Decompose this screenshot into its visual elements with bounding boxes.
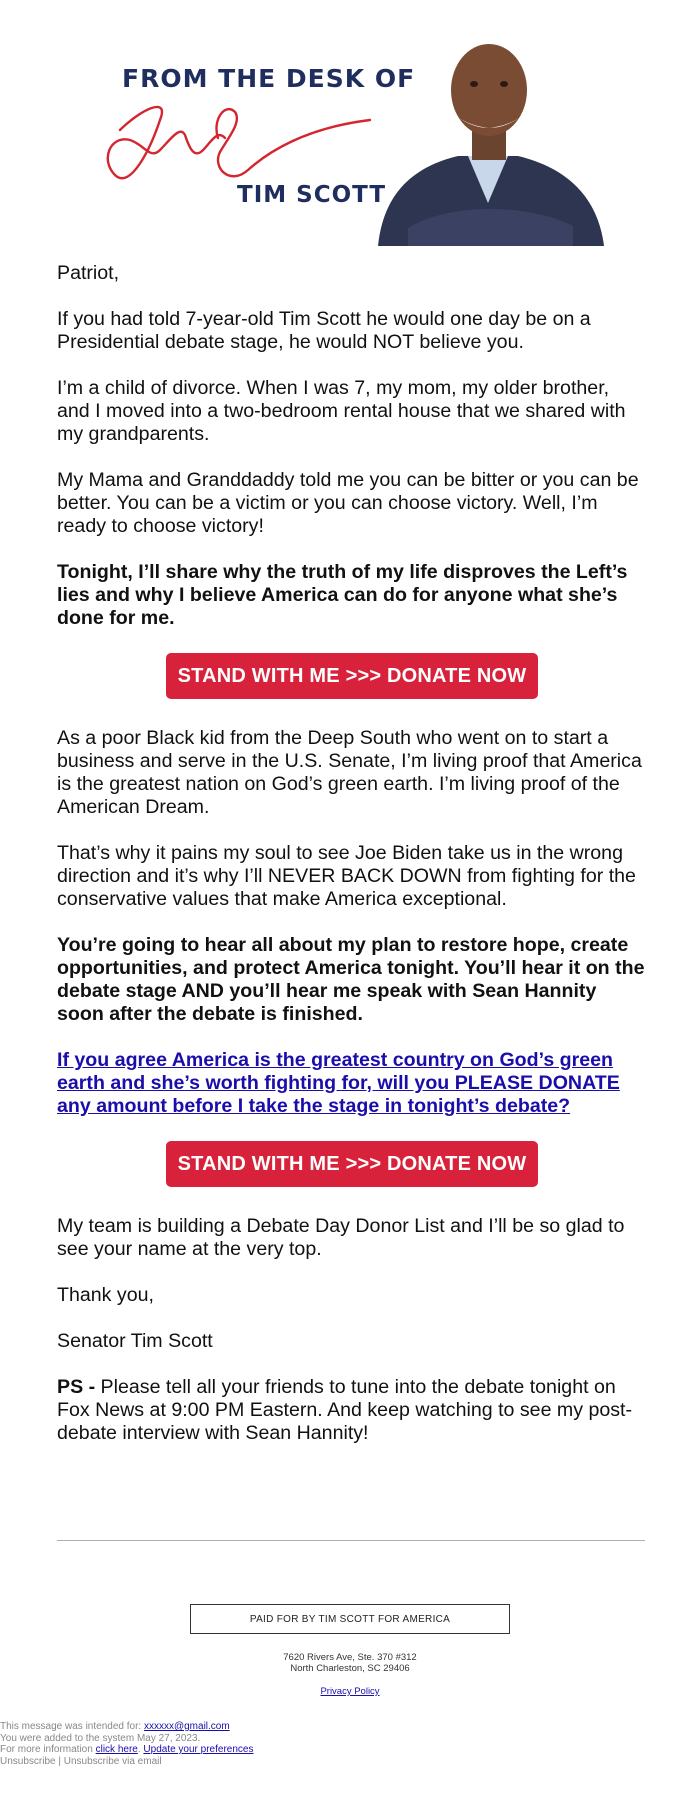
email-header (0, 0, 700, 250)
tim-scott-name: TIM SCOTT (237, 182, 387, 208)
intended-prefix: This message was intended for: (0, 1721, 144, 1732)
donate-text-link[interactable]: If you agree America is the greatest country on God’s green earth and she’s worth fighting for, will you PLEASE DONATE any amount before I take the stage in tonight’s debate? (57, 1049, 620, 1117)
privacy-row (0, 1686, 700, 1697)
privacy-policy-link[interactable]: Privacy Policy (320, 1686, 380, 1697)
intended-for-line (0, 1721, 253, 1733)
greeting: Patriot, (57, 262, 120, 284)
donate-now-button[interactable]: STAND WITH ME >>> DONATE NOW (166, 653, 539, 699)
update-preferences-link[interactable]: Update your preferences (143, 1744, 254, 1755)
paragraph-debate-stage: If you had told 7-year-old Tim Scott he would one day be on a Presidential debate stage, he would NOT believe you. (57, 308, 591, 353)
mailing-address (0, 1652, 700, 1674)
ps-paragraph (57, 1376, 647, 1445)
paragraph-never-back-down: That’s why it pains my soul to see Joe Biden take us in the wrong direction and it’s why I’ll NEVER BACK DOWN from fighting for the conservative values that make America exceptional. (57, 842, 636, 910)
donate-link-paragraph (57, 1049, 647, 1118)
paragraph-donor-list: My team is building a Debate Day Donor List and I’ll be so glad to see your name at the very top. (57, 1215, 625, 1260)
email-body (57, 262, 647, 1468)
signoff-line: Senator Tim Scott (57, 1330, 213, 1352)
paid-for-box: PAID FOR BY TIM SCOTT FOR AMERICA (190, 1604, 510, 1634)
unsubscribe-separator: | (55, 1755, 64, 1767)
paragraph-american-dream: As a poor Black kid from the Deep South who went on to start a business and serve in the U.S. Senate, I’m living proof that America is the greatest nation on God’s green earth. I’m living proof of the American Dream. (57, 727, 642, 818)
cta-container-2 (57, 1141, 647, 1187)
ps-text: Please tell all your friends to tune into the debate tonight on Fox News at 9:00 PM Eastern. And keep watching to see my post-debate interview with Sean Hannity! (57, 1376, 633, 1444)
unsubscribe-line (0, 1756, 253, 1768)
paragraph-choose-victory: My Mama and Granddaddy told me you can be bitter or you can be better. You can be a victim or you can choose victory. Well, I’m ready to choose victory! (57, 469, 639, 537)
portrait-image (368, 28, 608, 246)
footer-meta (0, 1721, 253, 1767)
unsubscribe-link[interactable]: Unsubscribe (0, 1755, 56, 1767)
ps-label: PS - (57, 1376, 96, 1398)
address-line-1: 7620 Rivers Ave, Ste. 370 #312 (283, 1652, 417, 1663)
more-info-prefix: For more information (0, 1744, 96, 1755)
bold-plan-tonight: You’re going to hear all about my plan to restore hope, create opportunities, and protect America tonight. You’ll hear it on the debate stage AND you’ll hear me speak with Sean Hannity soon after the debate is finished. (57, 934, 645, 1025)
paragraph-childhood: I’m a child of divorce. When I was 7, my mom, my older brother, and I moved into a two-bedroom rental house that we shared with my grandparents. (57, 377, 626, 445)
desk-of-heading: FROM THE DESK OF (122, 64, 416, 93)
footer-divider (57, 1540, 645, 1541)
bold-tonight-share: Tonight, I’ll share why the truth of my life disproves the Left’s lies and why I believe America can do for anyone what she’s done for me. (57, 561, 628, 629)
recipient-email-link[interactable]: xxxxxx@gmail.com (143, 1721, 230, 1732)
unsubscribe-email-link[interactable]: Unsubscribe via email (63, 1755, 162, 1767)
more-info-line: For more information click here. Update your preferences (0, 1744, 254, 1755)
added-line: You were added to the system May 27, 2023. (0, 1732, 201, 1744)
thanks-line: Thank you, (57, 1284, 154, 1306)
donate-now-button-2[interactable]: STAND WITH ME >>> DONATE NOW (166, 1141, 539, 1187)
click-here-link[interactable]: click here (95, 1744, 138, 1755)
cta-container (57, 653, 647, 699)
address-line-2: North Charleston, SC 29406 (290, 1663, 410, 1674)
